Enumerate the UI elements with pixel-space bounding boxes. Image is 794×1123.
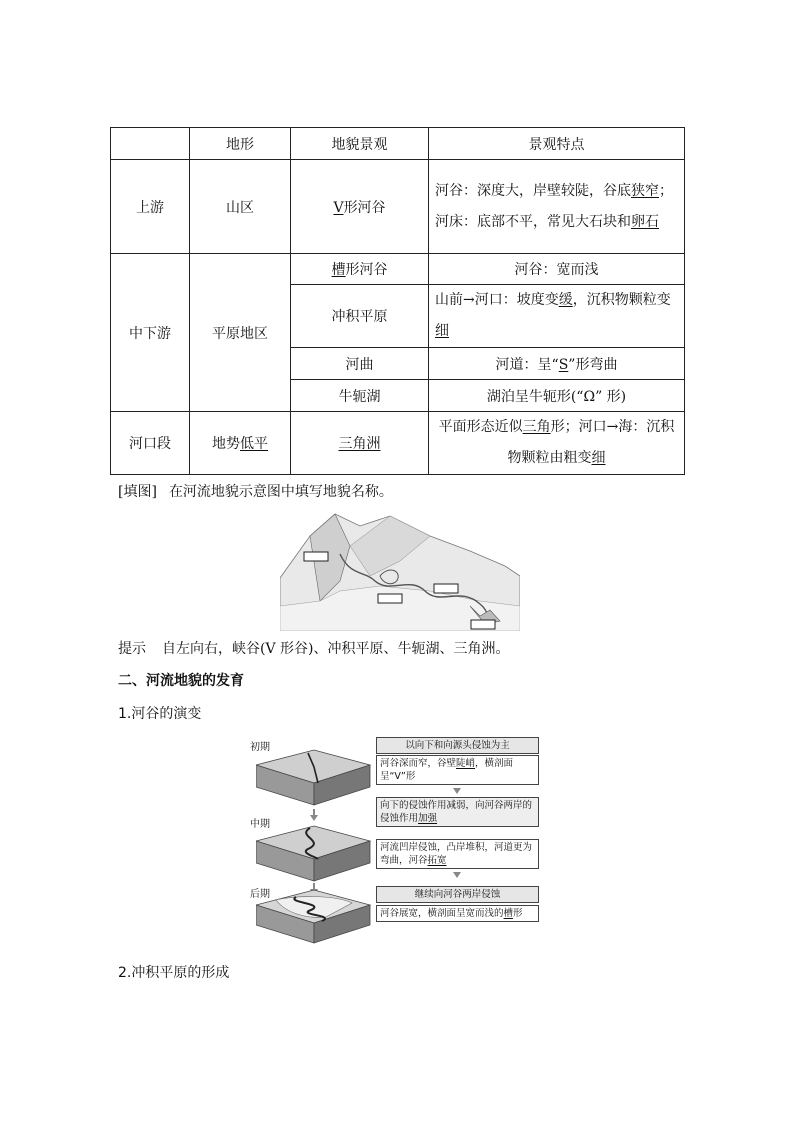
label-box-1 — [304, 552, 328, 561]
header-cell-landform: 地貌景观 — [291, 128, 429, 160]
header-cell-blank — [111, 128, 190, 160]
table-row-middle-1 — [111, 254, 685, 285]
cell-landform-upper — [291, 160, 429, 254]
fill-text: 在河流地貌示意图中填写地貌名称。 — [168, 484, 393, 500]
stage-label-middle: 中期 — [250, 819, 270, 830]
blank-gentle: 缓 — [558, 292, 573, 308]
header-cell-terrain: 地形 — [190, 128, 291, 160]
table-row-mouth — [111, 412, 685, 475]
cell-terrain-mouth — [190, 412, 291, 475]
cell-feature-delta — [429, 412, 685, 475]
subsection-plain: 2.冲积平原的形成 — [118, 965, 230, 981]
box-text: 向下的侵蚀作用减弱，向河谷两岸的侵蚀作用 — [380, 800, 533, 824]
box-text: 河谷深而窄，谷壁 — [380, 758, 457, 769]
stage-label-early: 初期 — [250, 742, 270, 753]
landform-table — [110, 127, 685, 475]
blank-steep: 陡峭 — [456, 758, 476, 769]
cell-terrain-upper: 山区 — [190, 160, 291, 254]
blank-fine: 细 — [435, 323, 449, 339]
arrow-down-icon — [453, 872, 461, 878]
early-desc-box — [376, 755, 539, 785]
feature-text: ”形弯曲 — [568, 356, 618, 373]
feature-text: 山前→河口：坡度变 — [435, 292, 559, 308]
box-text: ，横剖面呈“V”形 — [380, 758, 514, 782]
blank-fine2: 细 — [591, 450, 606, 466]
label-box-3 — [434, 584, 458, 593]
cell-landform-oxbow: 牛轭湖 — [291, 380, 429, 412]
feature-text: 河谷：深度大，岸壁较陡，谷底 — [435, 182, 631, 199]
fill-tag: [填图] — [118, 484, 157, 500]
blank-strengthen: 加强 — [418, 813, 438, 824]
cell-feature-upper — [429, 160, 685, 254]
blank-trough: 槽 — [331, 262, 346, 278]
river-landform-illustration — [280, 506, 520, 631]
late-heading-box: 继续向河谷两岸侵蚀 — [376, 886, 539, 903]
cell-landform-trough — [291, 254, 429, 285]
cell-feature-oxbow: 湖泊呈牛轭形(“Ω” 形) — [429, 380, 685, 412]
late-desc-box — [376, 905, 539, 922]
valley-blocks-illustration — [256, 745, 372, 945]
hint-line — [118, 638, 509, 658]
box-text: 形 — [513, 908, 523, 919]
label-box-2 — [378, 594, 402, 603]
blank-trough2: 槽 — [503, 908, 514, 919]
hint-text: 自左向右，峡谷(V 形谷)、冲积平原、牛轭湖、三角洲。 — [162, 641, 510, 657]
blank-triangle: 三角 — [522, 419, 551, 435]
blank-narrow: 狭窄 — [631, 182, 659, 199]
valley-evolution-figure — [250, 735, 545, 945]
landform-rest: 形河谷 — [343, 199, 386, 216]
cell-feature-meander — [429, 348, 685, 380]
feature-text: 形；河口→海：沉积物颗粒由粗变 — [507, 419, 675, 466]
feature-text: ，沉积物颗粒变 — [572, 292, 671, 308]
cell-landform-plain: 冲积平原 — [291, 285, 429, 348]
block-early — [256, 750, 370, 805]
feature-text: 平面形态近似 — [438, 419, 523, 435]
cell-feature-trough: 河谷：宽而浅 — [429, 254, 685, 285]
cell-section-middle: 中下游 — [111, 254, 190, 412]
early-heading-box: 以向下和向源头侵蚀为主 — [376, 737, 539, 754]
stage-label-late: 后期 — [250, 889, 270, 900]
middle-heading-box — [376, 797, 539, 827]
middle-desc-box — [376, 839, 539, 869]
blank-delta: 三角洲 — [338, 436, 381, 452]
table-row-upper — [111, 160, 685, 254]
feature-text: ；河床：底部不平，常见大石块和 — [435, 182, 673, 230]
block-middle — [256, 826, 370, 881]
header-cell-features: 景观特点 — [429, 128, 685, 160]
cell-section-mouth: 河口段 — [111, 412, 190, 475]
landform-rest: 形河谷 — [345, 262, 388, 278]
hint-tag: 提示 — [118, 641, 146, 657]
cell-section-upper: 上游 — [111, 160, 190, 254]
blank-pebble: 卵石 — [631, 213, 659, 230]
blank-s: S — [558, 356, 569, 373]
subsection-valley: 1.河谷的演变 — [118, 706, 202, 722]
block-late — [256, 890, 370, 943]
feature-text: 河道：呈“ — [495, 356, 559, 373]
table-header-row — [111, 128, 685, 160]
label-box-4 — [471, 620, 495, 629]
terrain-text: 地势 — [212, 436, 240, 452]
section-title: 二、河流地貌的发育 — [118, 673, 244, 689]
fill-instruction — [118, 481, 393, 501]
blank-widen: 拓宽 — [427, 855, 447, 866]
cell-terrain-middle: 平原地区 — [190, 254, 291, 412]
cell-feature-plain — [429, 285, 685, 348]
cell-landform-meander: 河曲 — [291, 348, 429, 380]
box-text: 河谷展宽，横剖面呈宽而浅的 — [380, 908, 504, 919]
cell-landform-delta — [291, 412, 429, 475]
blank-v: V — [333, 199, 344, 216]
box-text: 河流凹岸侵蚀，凸岸堆积，河道更为弯曲，河谷 — [380, 842, 533, 866]
arrow-down-icon — [453, 788, 461, 794]
blank-lowflat: 低平 — [240, 436, 268, 452]
